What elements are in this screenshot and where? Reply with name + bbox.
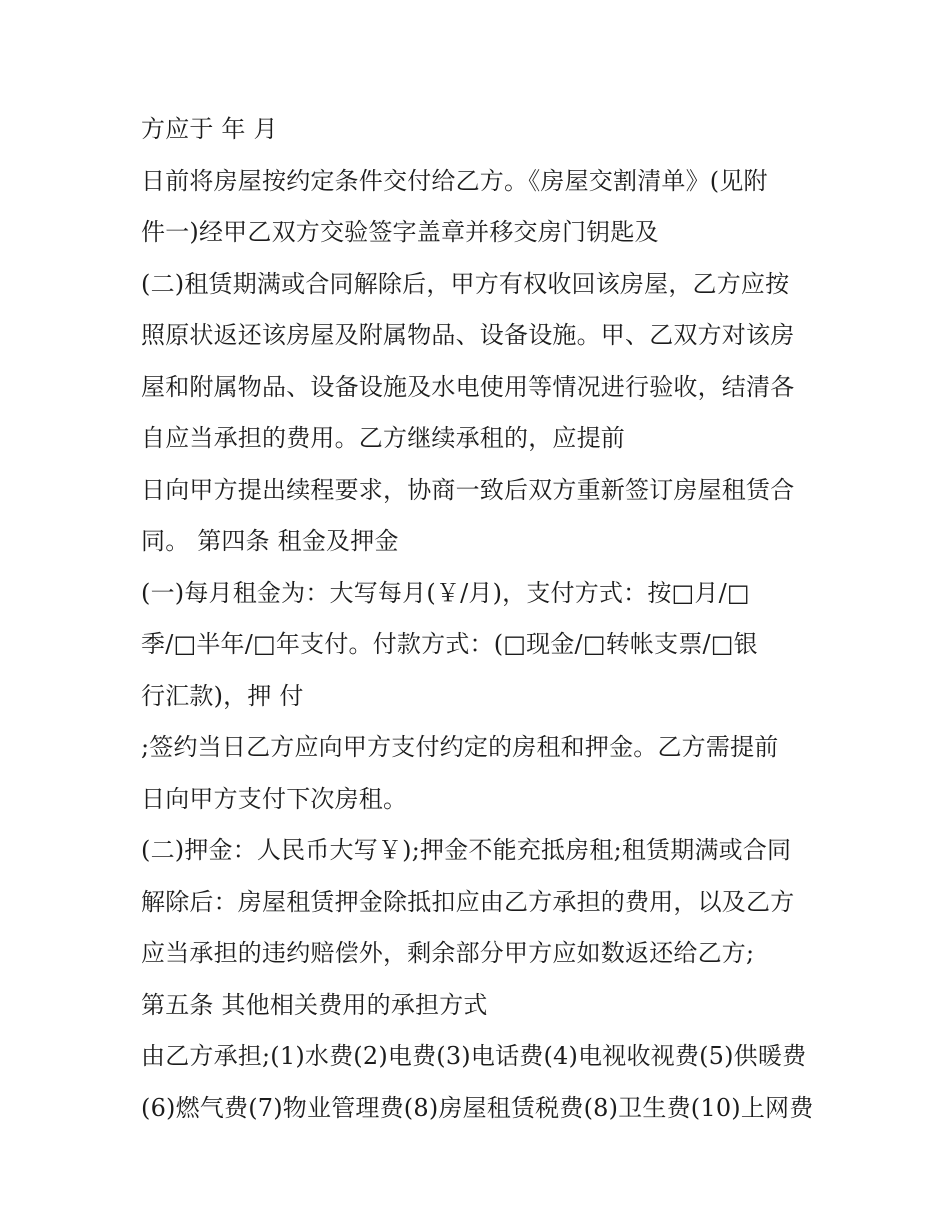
text-line: 自应当承担的费用。乙方继续承租的，应提前 xyxy=(141,424,625,452)
text-line: 同。 第四条 租金及押金 xyxy=(141,527,399,555)
text-line: 第五条 其他相关费用的承担方式 xyxy=(141,990,488,1019)
text-line: (二)押金：人民币大写￥);押金不能充抵房租;租赁期满或合同 xyxy=(141,836,792,864)
text-line: 应当承担的违约赔偿外，剩余部分甲方应如数返还给乙方; xyxy=(141,939,755,967)
text-line: 日向甲方提出续程要求，协商一致后双方重新签订房屋租赁合 xyxy=(141,475,795,504)
text-line: 方应于 年 月 xyxy=(141,115,278,143)
text-line: 由乙方承担;(1)水费(2)电费(3)电话费(4)电视收视费(5)供暖费 xyxy=(141,1042,807,1070)
text-line: 季/□半年/□年支付。付款方式：(□现金/□转帐支票/□银 xyxy=(141,630,758,658)
text-line: ;签约当日乙方应向甲方支付约定的房租和押金。乙方需提前 xyxy=(141,733,779,761)
text-line: 行汇款)，押 付 xyxy=(141,681,304,710)
text-line: 解除后：房屋租赁押金除抵扣应由乙方承担的费用，以及乙方 xyxy=(141,887,795,916)
text-line: 屋和附属物品、设备设施及水电使用等情况进行验收，结清各 xyxy=(141,372,795,401)
text-line: 日前将房屋按约定条件交付给乙方。《房屋交割清单》(见附 xyxy=(141,166,768,195)
text-line: (6)燃气费(7)物业管理费(8)房屋租赁税费(8)卫生费(10)上网费 xyxy=(141,1093,814,1122)
text-line: (一)每月租金为：大写每月(￥/月)，支付方式：按□月/□ xyxy=(141,578,750,607)
text-line: 件一)经甲乙双方交验签字盖章并移交房门钥匙及 xyxy=(141,218,659,246)
text-line: (二)租赁期满或合同解除后，甲方有权收回该房屋，乙方应按 xyxy=(141,269,790,298)
text-line: 日向甲方支付下次房租。 xyxy=(141,784,408,813)
text-line: 照原状返还该房屋及附属物品、设备设施。甲、乙双方对该房 xyxy=(141,321,795,349)
document-body xyxy=(141,107,821,1137)
